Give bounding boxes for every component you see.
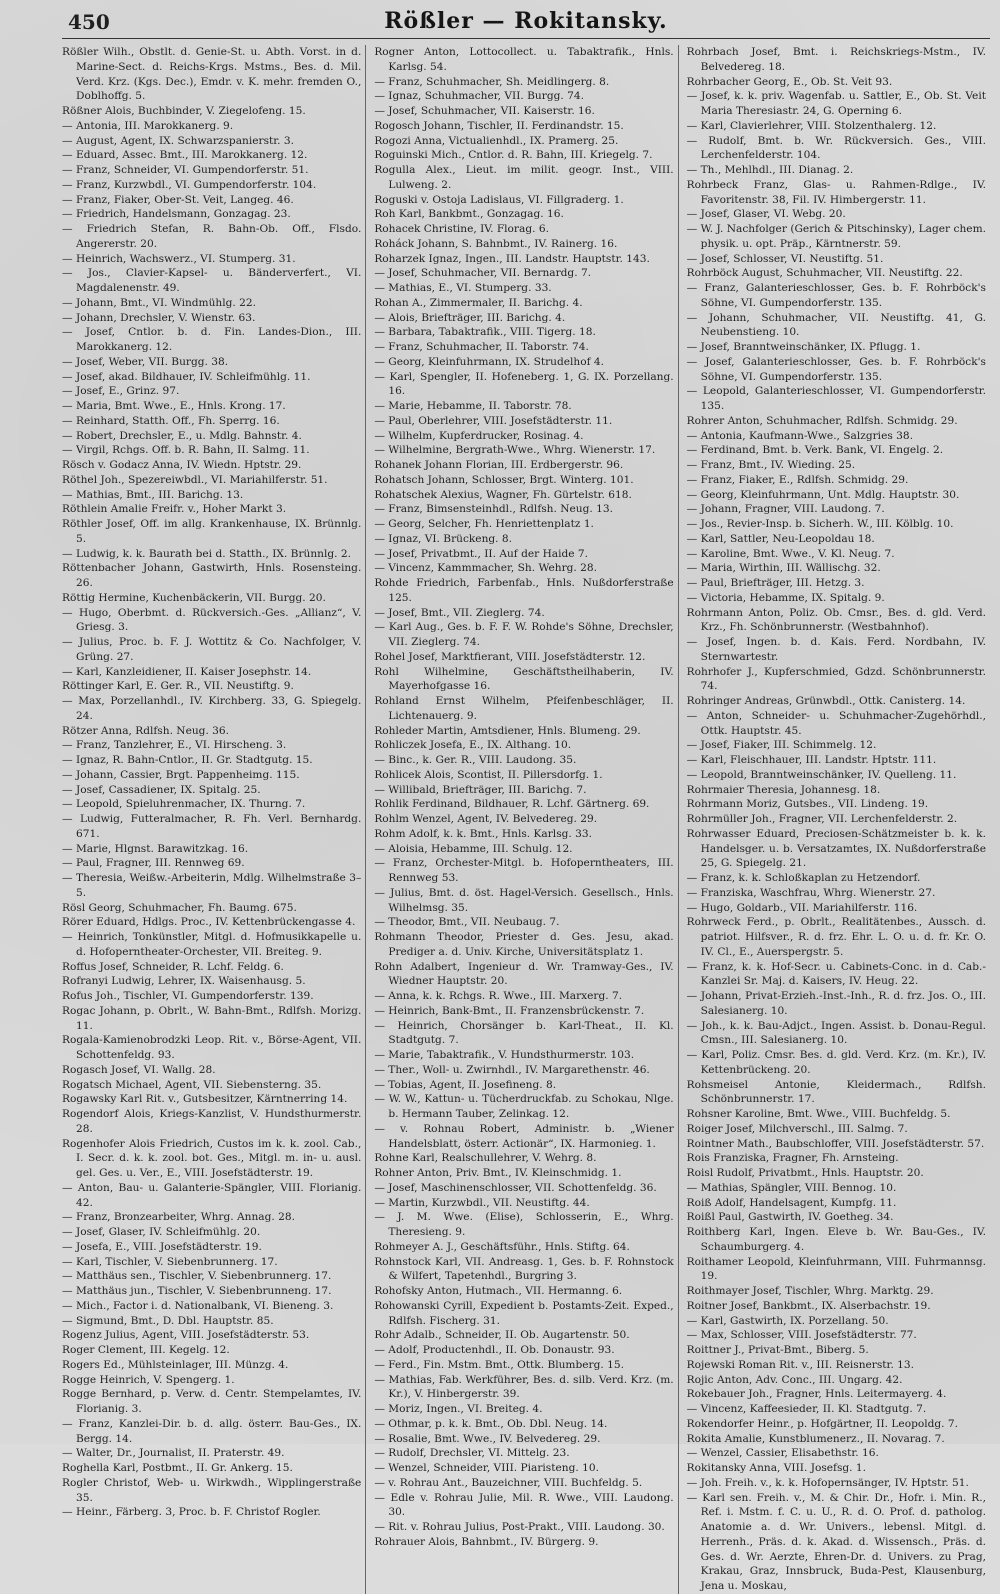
directory-entry: — Franz, Bmt., IV. Wieding. 25.: [686, 459, 856, 471]
directory-entry: — Heinrich, Bank-Bmt., II. Franzensbrückenstr. 7.: [374, 1004, 645, 1017]
directory-entry: — Wenzel, Schneider, VIII. Piaristeng. 10.: [374, 1462, 599, 1474]
directory-entry: Röttig Hermine, Kuchenbäckerin, VII. Burgg. 20.: [62, 591, 326, 604]
directory-entry: — Mathias, E., VI. Stumperg. 33.: [374, 282, 552, 294]
directory-entry: — Th., Mehlhdl., III. Dianag. 2.: [686, 164, 854, 176]
directory-entry: Rogosch Johann, Tischler, II. Ferdinandstr. 15.: [374, 119, 624, 132]
directory-entry: Rohland Ernst Wilhelm, Pfeifenbeschläger, II. Lichtenauerg. 9.: [374, 695, 674, 722]
directory-entry: Rohrbacher Georg, E., Ob. St. Veit 93.: [686, 75, 893, 88]
directory-entry: — Joh. Freih. v., k. k. Hofopernsänger, IV. Hptstr. 51.: [686, 1476, 969, 1489]
directory-entry: Rohrhofer J., Kupferschmied, Gdzd. Schönbrunnerstr. 74.: [686, 665, 986, 693]
directory-entry: — Jos., Revier-Insp. b. Sicherh. W., III. Kölblg. 10.: [686, 518, 954, 530]
directory-entry: — Alois, Briefträger, III. Barichg. 4.: [374, 311, 566, 324]
directory-entry: — Rudolf, Drechsler, VI. Mittelg. 23.: [374, 1447, 570, 1460]
directory-entry: — Hugo, Goldarb., VII. Mariahilferstr. 116.: [686, 901, 918, 914]
directory-entry: Rohsmeisel Antonie, Kleidermach., Rdlfsh. Schönbrunnerstr. 17.: [686, 1078, 986, 1106]
directory-entry: — Ignaz, Schuhmacher, VII. Burgg. 74.: [374, 90, 584, 103]
directory-entry: — Rudolf, Bmt. b. Wr. Rückversich. Ges., VIII. Lerchenfelderstr. 104.: [686, 134, 986, 162]
directory-entry: — Karoline, Bmt. Wwe., V. Kl. Neug. 7.: [686, 547, 895, 560]
directory-entry: Rohanek Johann Florian, III. Erdbergerstr. 96.: [374, 459, 624, 471]
directory-entry: Roháck Johann, S. Bahnbmt., IV. Rainerg. 16.: [374, 237, 618, 250]
directory-entry: Rogac Johann, p. Obrlt., W. Bahn-Bmt., Rdlfsh. Morizg. 11.: [62, 1004, 362, 1032]
directory-entry: — Johann, Schuhmacher, VII. Neustiftg. 41, G. Neubenstieng. 10.: [686, 311, 986, 339]
directory-entry: Roitner Josef, Bankbmt., IX. Alserbachstr. 19.: [686, 1299, 931, 1312]
directory-entry: Rogler Christof, Web- u. Wirkwdh., Wipplingerstraße 35.: [62, 1476, 362, 1504]
directory-entry: — Aloisia, Hebamme, III. Schulg. 12.: [374, 842, 573, 855]
directory-entry: — Josef, E., Grinz. 97.: [62, 385, 180, 398]
directory-entry: Roiger Josef, Milchverschl., III. Salmg. 7.: [686, 1122, 908, 1135]
directory-entry: — Johann, Privat-Erzieh.-Inst.-Inh., R. d. frz. Jos. O., III. Salesianerg. 10.: [686, 990, 986, 1017]
directory-entry: Rohatsch Johann, Schlosser, Brgt. Winterg. 101.: [374, 473, 634, 486]
directory-entry: Rojewski Roman Rit. v., III. Reisnerstr. 13.: [686, 1358, 915, 1371]
directory-entry: — Franz, Bimsensteinhdl., Rdlfsh. Neug. 13.: [374, 503, 613, 516]
directory-entry: — Ludwig, k. k. Baurath bei d. Statth., IX. Brünnlg. 2.: [62, 547, 352, 560]
directory-entry: — Marie, Hlgnst. Barawitzkag. 16.: [62, 842, 249, 855]
directory-entry: Roguski v. Ostoja Ladislaus, VI. Fillgraderg. 1.: [374, 193, 624, 206]
directory-entry: Rohne Karl, Realschullehrer, V. Wehrg. 8.: [374, 1152, 597, 1165]
directory-entry: — Heinrich, Chorsänger b. Karl-Theat., II. Kl. Stadtgutg. 7.: [374, 1019, 674, 1047]
column-middle: [374, 45, 678, 1594]
directory-entry: Rogenhofer Alois Friedrich, Custos im k. k. zool. Cab., I. Secr. d. k. k. zool. bot. Ges., Mitgl. m. in- u. ausl. gel. Ges. u. Ver., E., VIII. Josefstädterstr. 19.: [62, 1137, 362, 1179]
directory-entry: — v. Rohrau Ant., Bauzeichner, VIII. Buchfeldg. 5.: [374, 1476, 643, 1489]
directory-entry: Rösch v. Godacz Anna, IV. Wiedn. Hptstr. 29.: [62, 459, 302, 471]
directory-entry: — Leopold, Galanterieschlosser, VI. Gumpendorferstr. 135.: [686, 385, 986, 412]
directory-entry: Rößler Wilh., Obstlt. d. Genie-St. u. Abth. Vorst. in d. Marine-Sect. d. Reichs-Krgs. Mstms., Bes. d. Mil. Verd. Krz. (Kgs. Dec.), Emdr. v. K. mehr. fremden O., Doblhoffg. 5.: [62, 46, 362, 103]
directory-entry: Rohn Adalbert, Ingenieur d. Wr. Tramway-Ges., IV. Wiedner Hauptstr. 20.: [374, 960, 674, 988]
directory-entry: — Johann, Cassier, Brgt. Pappenheimg. 115.: [62, 768, 300, 781]
directory-entry: — Karl, Gastwirth, IX. Porzellang. 50.: [686, 1314, 889, 1327]
directory-entry: — Josef, Galanterieschlosser, Ges. b. F. Rohrböck's Söhne, VI. Gumpendorferstr. 135.: [686, 355, 986, 383]
directory-entry: — Mich., Factor i. d. Nationalbank, VI. Bieneng. 3.: [62, 1299, 334, 1312]
directory-entry: Rogge Heinrich, V. Spengerg. 1.: [62, 1373, 235, 1386]
directory-entry: — v. Rohnau Robert, Administr. b. „Wiener Handelsblatt, österr. Actionär“, IX. Harmonieg. 1.: [374, 1122, 674, 1150]
directory-entry: Roithamer Leopold, Kleinfuhrmann, VIII. Fuhrmannsg. 19.: [686, 1255, 986, 1283]
directory-entry: — Anton, Bau- u. Galanterie-Spängler, VIII. Florianig. 42.: [62, 1181, 362, 1209]
directory-entry: — Franz, Galanterieschlosser, Ges. b. F. Rohrböck's Söhne, VI. Gumpendorferstr. 135.: [686, 282, 986, 309]
directory-entry: Rohrböck August, Schuhmacher, VII. Neustiftg. 22.: [686, 267, 963, 280]
directory-entry: — Walter, Dr., Journalist, II. Praterstr. 49.: [62, 1447, 285, 1460]
directory-entry: — Josef, Branntweinschänker, IX. Pflugg. 1.: [686, 341, 921, 353]
page-number: 450: [68, 10, 110, 34]
directory-entry: — Josef, Privatbmt., II. Auf der Haide 7.: [374, 547, 589, 560]
directory-entry: — Josef, Ingen. b. d. Kais. Ferd. Nordbahn, IV. Sternwartestr.: [686, 636, 986, 663]
directory-entry: Röttenbacher Johann, Gastwirth, Hnls. Rosensteing. 26.: [62, 562, 362, 589]
directory-entry: Rohacek Christine, IV. Florag. 6.: [374, 223, 549, 235]
directory-entry: — Binc., k. Ger. R., VIII. Laudong. 35.: [374, 754, 577, 766]
directory-entry: — Rit. v. Rohrau Julius, Post-Prakt., VIII. Laudong. 30.: [374, 1521, 665, 1533]
directory-entry: — Wenzel, Cassier, Elisabethstr. 16.: [686, 1447, 879, 1460]
directory-entry: — Johann, Drechsler, V. Wienstr. 63.: [62, 311, 256, 324]
directory-entry: Rohrmann Anton, Poliz. Ob. Cmsr., Bes. d. gld. Verd. Krz., Fh. Schönbrunnerstr. (Westbahnhof).: [686, 606, 986, 634]
directory-entry: Rois Franziska, Fragner, Fh. Arnsteing.: [686, 1152, 899, 1165]
directory-entry: Rötzer Anna, Rdlfsh. Neug. 36.: [62, 724, 230, 737]
directory-entry: — Jos., Clavier-Kapsel- u. Bänderverfert., VI. Magdalenenstr. 49.: [62, 267, 362, 294]
directory-entry: — Max, Porzellanhdl., IV. Kirchberg. 33, G. Spiegelg. 24.: [62, 695, 362, 722]
directory-entry: — Wilhelm, Kupferdrucker, Rosinag. 4.: [374, 429, 584, 442]
directory-entry: — Friedrich, Handelsmann, Gonzagag. 23.: [62, 208, 291, 221]
directory-entry: — Ignaz, VI. Brückeng. 8.: [374, 532, 513, 545]
directory-entry: Roisl Rudolf, Privatbmt., Hnls. Hauptstr. 20.: [686, 1167, 924, 1179]
directory-entry: — Georg, Kleinfuhrmann, Unt. Mdlg. Hauptstr. 30.: [686, 488, 960, 501]
directory-entry: — Max, Schlosser, VIII. Josefstädterstr. 77.: [686, 1329, 917, 1342]
directory-entry: — J. M. Wwe. (Elise), Schlosserin, E., Whrg. Theresieng. 9.: [374, 1211, 674, 1238]
directory-entry: — Johann, Bmt., VI. Windmühlg. 22.: [62, 296, 257, 309]
directory-entry: — Karl, Sattler, Neu-Leopoldau 18.: [686, 532, 875, 545]
directory-entry: — Wilhelmine, Bergrath-Wwe., Whrg. Wienerstr. 17.: [374, 444, 656, 457]
directory-entry: — Heinr., Färberg. 3, Proc. b. F. Christof Rogler.: [62, 1506, 321, 1519]
directory-entry: — Eduard, Assec. Bmt., III. Marokkanerg. 12.: [62, 149, 308, 162]
directory-entry: Roithberg Karl, Ingen. Eleve b. Wr. Bau-Ges., IV. Schaumburgerg. 4.: [686, 1226, 986, 1253]
directory-entry: Rohrbach Josef, Bmt. i. Reichskriegs-Mstm., IV. Belvedereg. 18.: [686, 46, 986, 73]
directory-entry: Rogatsch Michael, Agent, VII. Siebensterng. 35.: [62, 1078, 322, 1091]
directory-entry: — Franz, Fiaker, Ober-St. Veit, Langeg. 46.: [62, 193, 294, 206]
page-header: [62, 6, 990, 39]
directory-entry: — Franz, k. k. Schloßkaplan zu Hetzendorf.: [686, 872, 921, 884]
directory-entry: — Josef, Schuhmacher, VII. Kaiserstr. 16.: [374, 105, 595, 117]
directory-entry: Rohliczek Josefa, E., IX. Althang. 10.: [374, 739, 572, 752]
directory-entry: — August, Agent, IX. Schwarzspanierstr. 3.: [62, 134, 295, 147]
directory-entry: — Franz, Tanzlehrer, E., VI. Hirscheng. 3.: [62, 739, 287, 752]
directory-entry: Rogge Bernhard, p. Verw. d. Centr. Stempelamtes, IV. Florianig. 3.: [62, 1388, 362, 1415]
directory-entry: Rohrmann Moriz, Gutsbes., VII. Lindeng. 19.: [686, 798, 929, 811]
directory-entry: Rogulla Alex., Lieut. im milit. geogr. Inst., VIII. Lulweng. 2.: [374, 164, 674, 191]
column-right: [687, 45, 990, 1594]
directory-entry: Rohowanski Cyrill, Expedient b. Postamts-Zeit. Exped., Rdlfsh. Fischerg. 31.: [374, 1299, 674, 1327]
directory-entry: — Maria, Wirthin, III. Wällischg. 32.: [686, 562, 881, 575]
directory-entry: Roffus Josef, Schneider, R. Lchf. Feldg. 6.: [62, 960, 284, 973]
directory-entry: Röthel Joh., Spezereiwbdl., VI. Mariahilferstr. 51.: [62, 473, 328, 486]
directory-entry: Rohmann Theodor, Priester d. Ges. Jesu, akad. Prediger a. d. Univ. Kirche, Universitätsplatz 1.: [374, 931, 674, 958]
directory-entry: — Adolf, Productenhdl., II. Ob. Donaustr. 93.: [374, 1344, 615, 1356]
directory-entry: Rohm Adolf, k. k. Bmt., Hnls. Karlsg. 33.: [374, 827, 592, 840]
directory-entry: Rokendorfer Heinr., p. Hofgärtner, II. Leopoldg. 7.: [686, 1417, 959, 1430]
directory-entry: Rogers Ed., Mühlsteinlager, III. Münzg. 4.: [62, 1358, 289, 1371]
directory-entry: Rohrauer Alois, Bahnbmt., IV. Bürgerg. 9.: [374, 1535, 599, 1548]
directory-entry: — Robert, Drechsler, E., u. Mdlg. Bahnstr. 4.: [62, 429, 302, 442]
directory-entry: Rogendorf Alois, Kriegs-Kanzlist, V. Hundsthurmerstr. 28.: [62, 1108, 362, 1135]
directory-entry: — Ignaz, R. Bahn-Cntlor., II. Gr. Stadtgutg. 15.: [62, 754, 313, 766]
directory-entry: — Paul, Oberlehrer, VIII. Josefstädterstr. 11.: [374, 414, 613, 427]
directory-entry: — Josef, Schlosser, VI. Neustiftg. 51.: [686, 252, 884, 265]
directory-entry: Rointner Math., Baubschloffer, VIII. Josefstädterstr. 57.: [686, 1137, 985, 1150]
directory-entry: — Josef, Bmt., VII. Zieglerg. 74.: [374, 606, 545, 619]
directory-entry: — Georg, Kleinfuhrmann, IX. Strudelhof 4.: [374, 355, 605, 368]
directory-entry: Roittner J., Privat-Bmt., Biberg. 5.: [686, 1344, 869, 1356]
page-title: Rößler — Rokitansky.: [384, 8, 668, 34]
directory-entry: — Karl sen. Freih. v., M. & Chir. Dr., Hofr. i. Min. R., Ref. i. Mstm. f. C. u. U., R. d. O. Prof. d. patholog. Anatomie a. d. Wr. Univers., lebensl. Mitgl. d. Herrenh., Präs. d. k. Akad. d. Wissensch., Präs. d. Ges. d. Wr. Aerzte, Ehren-Dr. d. Univers. zu Prag, Krakau, Graz, Innsbruck, Buda-Pest, Klausenburg, Jena u. Moskau,: [686, 1491, 986, 1592]
column-left: [62, 45, 366, 1594]
directory-entry: — Karl, Spengler, II. Hofeneberg. 1, G. IX. Porzellang. 16.: [374, 370, 674, 398]
directory-entry: — Tobias, Agent, II. Josefineng. 8.: [374, 1078, 557, 1091]
directory-entry: — Josef, akad. Bildhauer, IV. Schleifmühlg. 11.: [62, 370, 311, 383]
directory-entry: Rohrmaier Theresia, Johannesg. 18.: [686, 783, 881, 796]
directory-entry: Roharzek Ignaz, Ingen., III. Landstr. Hauptstr. 143.: [374, 252, 650, 265]
directory-entry: Rohner Anton, Priv. Bmt., IV. Kleinschmidg. 1.: [374, 1167, 622, 1179]
directory-entry: Rohrwasser Eduard, Preciosen-Schätzmeister b. k. k. Handelsger. u. b. Versatzamtes, IX. Nußdorferstraße 25, G. Spiegelg. 21.: [686, 827, 986, 870]
directory-entry: — Franz, Bronzearbeiter, Whrg. Annag. 28.: [62, 1211, 295, 1224]
directory-entry: — Virgil, Rchgs. Off. b. R. Bahn, II. Salmg. 11.: [62, 444, 310, 457]
directory-entry: Roghella Karl, Postbmt., II. Gr. Ankerg. 15.: [62, 1462, 293, 1474]
directory-entry: — Franz, Schuhmacher, II. Taborstr. 74.: [374, 341, 589, 353]
directory-entry: — Franziska, Waschfrau, Whrg. Wienerstr. 27.: [686, 886, 936, 899]
directory-entry: Rohr Adalb., Schneider, II. Ob. Augartenstr. 50.: [374, 1329, 630, 1342]
directory-entry: Rohde Friedrich, Farbenfab., Hnls. Nußdorferstraße 125.: [374, 577, 674, 604]
directory-entry: — Josef, k. k. priv. Wagenfab. u. Sattler, E., Ob. St. Veit Maria Theresiastr. 24, G. Operning 6.: [686, 90, 986, 117]
directory-entry: Roithmayer Josef, Tischler, Whrg. Marktg. 29.: [686, 1285, 934, 1297]
directory-entry: Rokebauer Joh., Fragner, Hnls. Leitermayerg. 4.: [686, 1388, 947, 1401]
directory-entry: Rohofsky Anton, Hutmach., VII. Hermanng. 6.: [374, 1285, 623, 1297]
directory-entry: — Heinrich, Tonkünstler, Mitgl. d. Hofmusikkapelle u. d. Hofoperntheater-Orchester, VII. Breiteg. 9.: [62, 931, 362, 958]
directory-entry: — W. J. Nachfolger (Gerich & Pitschinsky), Lager chem. physik. u. opt. Präp., Kärntnerstr. 59.: [686, 223, 986, 250]
directory-entry: — Leopold, Branntweinschänker, IV. Quelleng. 11.: [686, 768, 957, 781]
directory-entry: — Joh., k. k. Bau-Adjct., Ingen. Assist. b. Donau-Regul. Cmsn., III. Salesianerg. 10.: [686, 1019, 986, 1047]
directory-entry: Rohnstock Karl, VII. Andreasg. 1, Ges. b. F. Rohnstock & Wilfert, Tapetenhdl., Burgring 3.: [374, 1255, 674, 1283]
directory-entry: — Matthäus sen., Tischler, V. Siebenbrunnerg. 17.: [62, 1270, 332, 1283]
directory-entry: — Willibald, Briefträger, III. Barichg. 7.: [374, 783, 587, 796]
directory-entry: — Josef, Maschinenschlosser, VII. Schottenfeldg. 36.: [374, 1181, 657, 1194]
directory-entry: — Marie, Tabaktrafik., V. Hundsthurmerstr. 103.: [374, 1049, 635, 1061]
directory-entry: Roißl Paul, Gastwirth, IV. Goetheg. 34.: [686, 1211, 894, 1224]
directory-entry: — Franz, k. k. Hof-Secr. u. Cabinets-Conc. in d. Cab.-Kanzlei Sr. Maj. d. Kaisers, IV. Heug. 22.: [686, 960, 986, 988]
directory-entry: — Ludwig, Futteralmacher, R. Fh. Verl. Bernhardg. 671.: [62, 813, 362, 840]
directory-entry: — Franz, Schuhmacher, Sh. Meidlingerg. 8.: [374, 75, 610, 88]
directory-entry: — Reinhard, Statth. Off., Fh. Sperrg. 16.: [62, 414, 280, 427]
directory-entry: — Barbara, Tabaktrafik., VIII. Tigerg. 18.: [374, 326, 596, 339]
directory-entry: Rokita Amalie, Kunstblumenerz., II. Novarag. 7.: [686, 1432, 945, 1445]
directory-entry: Rösl Georg, Schuhmacher, Fh. Baumg. 675.: [62, 901, 297, 914]
directory-entry: Rohringer Andreas, Grünwbdl., Ottk. Canisterg. 14.: [686, 695, 966, 707]
directory-entry: Röthler Josef, Off. im allg. Krankenhause, IX. Brünnlg. 5.: [62, 518, 362, 545]
directory-entry: Rojic Anton, Adv. Conc., III. Ungarg. 42.: [686, 1373, 903, 1386]
directory-entry: Roiß Adolf, Handelsagent, Kumpfg. 11.: [686, 1196, 897, 1209]
directory-entry: — Heinrich, Wachswerz., VI. Stumperg. 31.: [62, 252, 296, 265]
columns-container: [62, 45, 990, 1594]
directory-entry: Rohrweck Ferd., p. Obrlt., Realitätenbes., Aussch. d. patriot. Hilfsver., R. d. frz. Ehr. L. O. u. d. fr. Kr. O. IV. Cl., E., Auerspergstr. 5.: [686, 916, 986, 958]
directory-entry: — Anna, k. k. Rchgs. R. Wwe., III. Marxerg. 7.: [374, 990, 623, 1002]
directory-entry: — Josef, Cassadiener, IX. Spitalg. 25.: [62, 783, 261, 796]
directory-entry: Rogala-Kamienobrodzki Leop. Rit. v., Börse-Agent, VII. Schottenfeldg. 93.: [62, 1034, 362, 1061]
directory-entry: — Paul, Briefträger, III. Hetzg. 3.: [686, 577, 865, 589]
directory-entry: Rohrbeck Franz, Glas- u. Rahmen-Rdlge., IV. Favoritenstr. 38, Fil. IV. Himbergerstr. 11.: [686, 178, 986, 206]
directory-entry: — Johann, Fragner, VIII. Laudong. 7.: [686, 503, 885, 516]
directory-entry: Rofus Joh., Tischler, VI. Gumpendorferstr. 139.: [62, 990, 314, 1002]
directory-entry: — Georg, Selcher, Fh. Henriettenplatz 1.: [374, 518, 594, 530]
directory-entry: — Maria, Bmt. Wwe., E., Hnls. Krong. 17.: [62, 400, 286, 412]
directory-entry: — W. W., Kattun- u. Tücherdruckfab. zu Schokau, Nlge. b. Hermann Tauber, Zelinkag. 12.: [374, 1093, 674, 1120]
directory-entry: Roguinski Mich., Cntlor. d. R. Bahn, III. Kriegelg. 7.: [374, 149, 653, 162]
directory-entry: — Mathias, Bmt., III. Barichg. 13.: [62, 488, 244, 501]
directory-entry: Rohrmüller Joh., Fragner, VII. Lerchenfelderstr. 2.: [686, 813, 958, 825]
directory-entry: Rogozi Anna, Victualienhdl., IX. Pramerg. 25.: [374, 134, 619, 147]
directory-entry: Roger Clement, III. Kegelg. 12.: [62, 1344, 230, 1356]
directory-entry: — Ferdinand, Bmt. b. Verk. Bank, VI. Engelg. 2.: [686, 444, 944, 457]
directory-entry: — Franz, Orchester-Mitgl. b. Hofoperntheaters, III. Rennweg 53.: [374, 857, 674, 884]
directory-entry: — Victoria, Hebamme, IX. Spitalg. 9.: [686, 591, 885, 604]
directory-entry: Rogner Anton, Lottocollect. u. Tabaktrafik., Hnls. Karlsg. 54.: [374, 46, 674, 73]
directory-entry: — Sigmund, Bmt., D. Dbl. Hauptstr. 85.: [62, 1314, 274, 1327]
directory-entry: Roh Karl, Bankbmt., Gonzagag. 16.: [374, 208, 564, 221]
directory-entry: — Mathias, Spängler, VIII. Bennog. 10.: [686, 1181, 897, 1194]
directory-entry: — Ther., Woll- u. Zwirnhdl., IV. Margarethenstr. 46.: [374, 1063, 650, 1076]
directory-entry: Rohel Josef, Marktfierant, VIII. Josefstädterstr. 12.: [374, 650, 646, 663]
directory-entry: — Josef, Glaser, IV. Schleifmühlg. 20.: [62, 1226, 261, 1238]
directory-entry: Rohmeyer A. J., Geschäftsführ., Hnls. Stiftg. 64.: [374, 1240, 630, 1253]
directory-entry: — Leopold, Spieluhrenmacher, IX. Thurng. 7.: [62, 798, 306, 811]
directory-entry: — Julius, Proc. b. F. J. Wottitz & Co. Nachfolger, V. Grüng. 27.: [62, 636, 362, 663]
directory-entry: Rohlm Wenzel, Agent, IV. Belvedereg. 29.: [374, 813, 598, 825]
directory-entry: — Franz, Kurzwbdl., VI. Gumpendorferstr. 104.: [62, 178, 317, 191]
directory-entry: — Friedrich Stefan, R. Bahn-Ob. Off., Flsdo. Angererstr. 20.: [62, 223, 362, 250]
directory-entry: Rofranyi Ludwig, Lehrer, IX. Waisenhausg. 5.: [62, 975, 306, 988]
directory-entry: — Karl, Tischler, V. Siebenbrunnerg. 17.: [62, 1255, 278, 1268]
directory-entry: — Ferd., Fin. Mstm. Bmt., Ottk. Blumberg. 15.: [374, 1358, 624, 1371]
directory-entry: — Marie, Hebamme, II. Taborstr. 78.: [374, 400, 572, 412]
directory-entry: Röttinger Karl, E. Ger. R., VII. Neustiftg. 9.: [62, 680, 294, 693]
directory-entry: — Vincenz, Kammmacher, Sh. Wehrg. 28.: [374, 562, 598, 575]
directory-entry: — Mathias, Fab. Werkführer, Bes. d. silb. Verd. Krz. (m. Kr.), V. Hinbergerstr. 39.: [374, 1373, 674, 1401]
directory-entry: Rohl Wilhelmine, Geschäftstheilhaberin, IV. Mayerhofgasse 16.: [374, 665, 674, 693]
directory-entry: — Karl, Fleischhauer, III. Landstr. Hptstr. 111.: [686, 754, 937, 766]
directory-entry: — Moriz, Ingen., VI. Breiteg. 4.: [374, 1403, 543, 1415]
directory-entry: Rohrer Anton, Schuhmacher, Rdlfsh. Schmidg. 29.: [686, 414, 958, 427]
directory-entry: — Karl, Poliz. Cmsr. Bes. d. gld. Verd. Krz. (m. Kr.), IV. Kettenbrückeng. 20.: [686, 1049, 986, 1076]
directory-entry: Röthlein Amalie Freifr. v., Hoher Markt 3.: [62, 503, 287, 516]
directory-entry: Rößner Alois, Buchbinder, V. Ziegelofeng. 15.: [62, 105, 306, 117]
directory-entry: Rohan A., Zimmermaler, II. Barichg. 4.: [374, 296, 583, 309]
directory-entry: — Josef, Weber, VII. Burgg. 38.: [62, 355, 229, 368]
directory-entry: — Josefa, E., VIII. Josefstädterstr. 19.: [62, 1240, 262, 1253]
directory-entry: Rogawsky Karl Rit. v., Gutsbesitzer, Kärntnerring 14.: [62, 1093, 348, 1106]
directory-entry: Rohleder Martin, Amtsdiener, Hnls. Blumeng. 29.: [374, 724, 641, 737]
directory-entry: Rogenz Julius, Agent, VIII. Josefstädterstr. 53.: [62, 1329, 310, 1342]
directory-entry: — Vincenz, Kaffeesieder, II. Kl. Stadtgutg. 7.: [686, 1403, 927, 1415]
directory-entry: — Theresia, Weißw.-Arbeiterin, Mdlg. Wilhelmstraße 3–5.: [62, 872, 362, 899]
directory-entry: — Martin, Kurzwbdl., VII. Neustiftg. 44.: [374, 1196, 590, 1209]
directory-entry: — Karl, Kanzleidiener, II. Kaiser Josephstr. 14.: [62, 665, 312, 678]
directory-entry: Rohsner Karoline, Bmt. Wwe., VIII. Buchfeldg. 5.: [686, 1108, 951, 1120]
directory-entry: Rokitansky Anna, VIII. Josefsg. 1.: [686, 1462, 867, 1474]
directory-entry: — Theodor, Bmt., VII. Neubaug. 7.: [374, 916, 560, 929]
directory-entry: — Matthäus jun., Tischler, V. Siebenbrunneng. 17.: [62, 1285, 332, 1297]
directory-entry: Rogasch Josef, VI. Wallg. 28.: [62, 1063, 216, 1076]
directory-entry: — Hugo, Oberbmt. d. Rückversich.-Ges. „Allianz“, V. Griesg. 3.: [62, 606, 362, 634]
directory-entry: — Josef, Glaser, VI. Webg. 20.: [686, 208, 846, 221]
directory-entry: — Franz, Kanzlei-Dir. b. d. allg. österr. Bau-Ges., IX. Bergg. 14.: [62, 1417, 362, 1445]
directory-entry: — Josef, Fiaker, III. Schimmelg. 12.: [686, 739, 877, 752]
directory-entry: — Rosalie, Bmt. Wwe., IV. Belvedereg. 29.: [374, 1432, 601, 1445]
directory-entry: — Edle v. Rohrau Julie, Mil. R. Wwe., VIII. Laudong. 30.: [374, 1491, 674, 1519]
directory-entry: — Paul, Fragner, III. Rennweg 69.: [62, 857, 245, 870]
directory-entry: — Josef, Cntlor. b. d. Fin. Landes-Dion., III. Marokkanerg. 12.: [62, 326, 362, 353]
directory-entry: — Karl, Clavierlehrer, VIII. Stolzenthalerg. 12.: [686, 119, 937, 132]
directory-entry: Rörer Eduard, Hdlgs. Proc., IV. Kettenbrückengasse 4.: [62, 916, 356, 929]
directory-entry: — Josef, Schuhmacher, VII. Bernardg. 7.: [374, 267, 592, 280]
directory-entry: Rohatschek Alexius, Wagner, Fh. Gürtelstr. 618.: [374, 488, 632, 501]
directory-entry: Rohlik Ferdinand, Bildhauer, R. Lchf. Gärtnerg. 69.: [374, 798, 650, 811]
directory-entry: — Franz, Schneider, VI. Gumpendorferstr. 51.: [62, 164, 309, 176]
directory-entry: — Antonia, Kaufmann-Wwe., Salzgries 38.: [686, 429, 913, 442]
directory-entry: — Othmar, p. k. k. Bmt., Ob. Dbl. Neug. 14.: [374, 1417, 608, 1430]
directory-entry: Rohlicek Alois, Scontist, II. Pillersdorfg. 1.: [374, 768, 603, 781]
directory-entry: — Karl Aug., Ges. b. F. F. W. Rohde's Söhne, Drechsler, VII. Zieglerg. 74.: [374, 621, 674, 648]
directory-entry: — Franz, Fiaker, E., Rdlfsh. Schmidg. 29.: [686, 473, 909, 486]
directory-entry: — Julius, Bmt. d. öst. Hagel-Versich. Gesellsch., Hnls. Wilhelmsg. 35.: [374, 886, 674, 914]
directory-entry: — Antonia, III. Marokkanerg. 9.: [62, 119, 234, 132]
directory-entry: — Anton, Schneider- u. Schuhmacher-Zugehörhdl., Ottk. Hauptstr. 45.: [686, 709, 986, 737]
